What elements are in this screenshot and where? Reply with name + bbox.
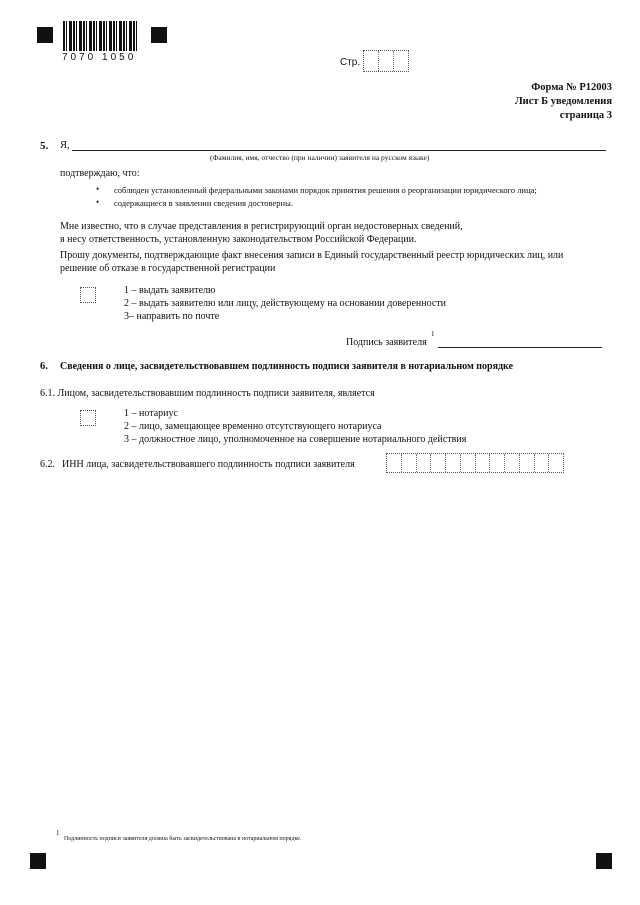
- signature-line[interactable]: [438, 347, 602, 348]
- section5-number: 5.: [40, 140, 49, 152]
- page-label-text: страница 3: [559, 110, 612, 121]
- aware-line-1: Мне известно, что в случае представления в регистрирующий орган недостоверных сведений,: [60, 221, 463, 232]
- section62-label: ИНН лица, засвидетельствовавшего подлинность подписи заявителя: [62, 459, 355, 470]
- delivery-option-1: 1 – выдать заявителю: [124, 285, 216, 296]
- page-label: Стр.: [340, 57, 361, 68]
- footnote-text: Подлинность подписи заявителя должна быть засвидетельствована в нотариальном порядке.: [64, 836, 302, 842]
- applicant-name-hint: (Фамилия, имя, отчество (при наличии) заявителя на русском языке): [210, 153, 430, 162]
- notary-option-3: 3 – должностное лицо, уполномоченное на совершение нотариального действия: [124, 434, 467, 445]
- delivery-option-2: 2 – выдать заявителю или лицу, действующему на основании доверенности: [124, 298, 447, 309]
- page-number-cells[interactable]: [363, 50, 409, 72]
- notary-type-checkbox[interactable]: [80, 410, 96, 426]
- bullet-dot-1: •: [96, 184, 100, 194]
- barcode: [63, 21, 139, 51]
- signature-label: Подпись заявителя: [346, 337, 427, 348]
- barcode-number: 7070 1050: [62, 52, 137, 63]
- section6-title: Сведения о лице, засвидетельствовавшем подлинность подписи заявителя в нотариальном порядке: [60, 361, 514, 372]
- notary-option-1: 1 – нотариус: [124, 408, 178, 419]
- section61-label: 6.1. Лицом, засвидетельствовавшим подлинность подписи заявителя, является: [40, 388, 375, 399]
- delivery-method-checkbox[interactable]: [80, 287, 96, 303]
- aware-line-2: я несу ответственность, установленную законодательством Российской Федерации.: [60, 234, 417, 245]
- request-line-2: решение об отказе в государственной регистрации: [60, 263, 276, 274]
- corner-marker-top-right: [151, 27, 167, 43]
- sheet-label: Лист Б уведомления: [514, 96, 612, 107]
- signature-footnote-mark: 1: [431, 330, 435, 338]
- bullet-text-2: содержащиеся в заявлении сведения достоверны.: [114, 198, 293, 208]
- bullet-text-1: соблюден установленный федеральными законами порядок принятия решения о реорганизации юридического лица;: [114, 185, 537, 195]
- section62-number: 6.2.: [40, 459, 55, 470]
- applicant-name-field[interactable]: [72, 150, 606, 151]
- delivery-option-3: 3– направить по почте: [124, 311, 220, 322]
- corner-marker-top-left: [37, 27, 53, 43]
- inn-cells[interactable]: [386, 453, 564, 473]
- corner-marker-bottom-left: [30, 853, 46, 869]
- corner-marker-bottom-right: [596, 853, 612, 869]
- request-line-1: Прошу документы, подтверждающие факт внесения записи в Единый государственный реестр юридических лиц, или: [60, 250, 564, 261]
- confirm-text: подтверждаю, что:: [60, 168, 140, 179]
- footnote-mark: 1: [56, 829, 60, 837]
- section5-ya: Я,: [60, 140, 70, 151]
- bullet-dot-2: •: [96, 197, 100, 207]
- notary-option-2: 2 – лицо, замещающее временно отсутствующего нотариуса: [124, 421, 382, 432]
- form-number: Форма № Р12003: [531, 82, 612, 93]
- section6-number: 6.: [40, 361, 48, 372]
